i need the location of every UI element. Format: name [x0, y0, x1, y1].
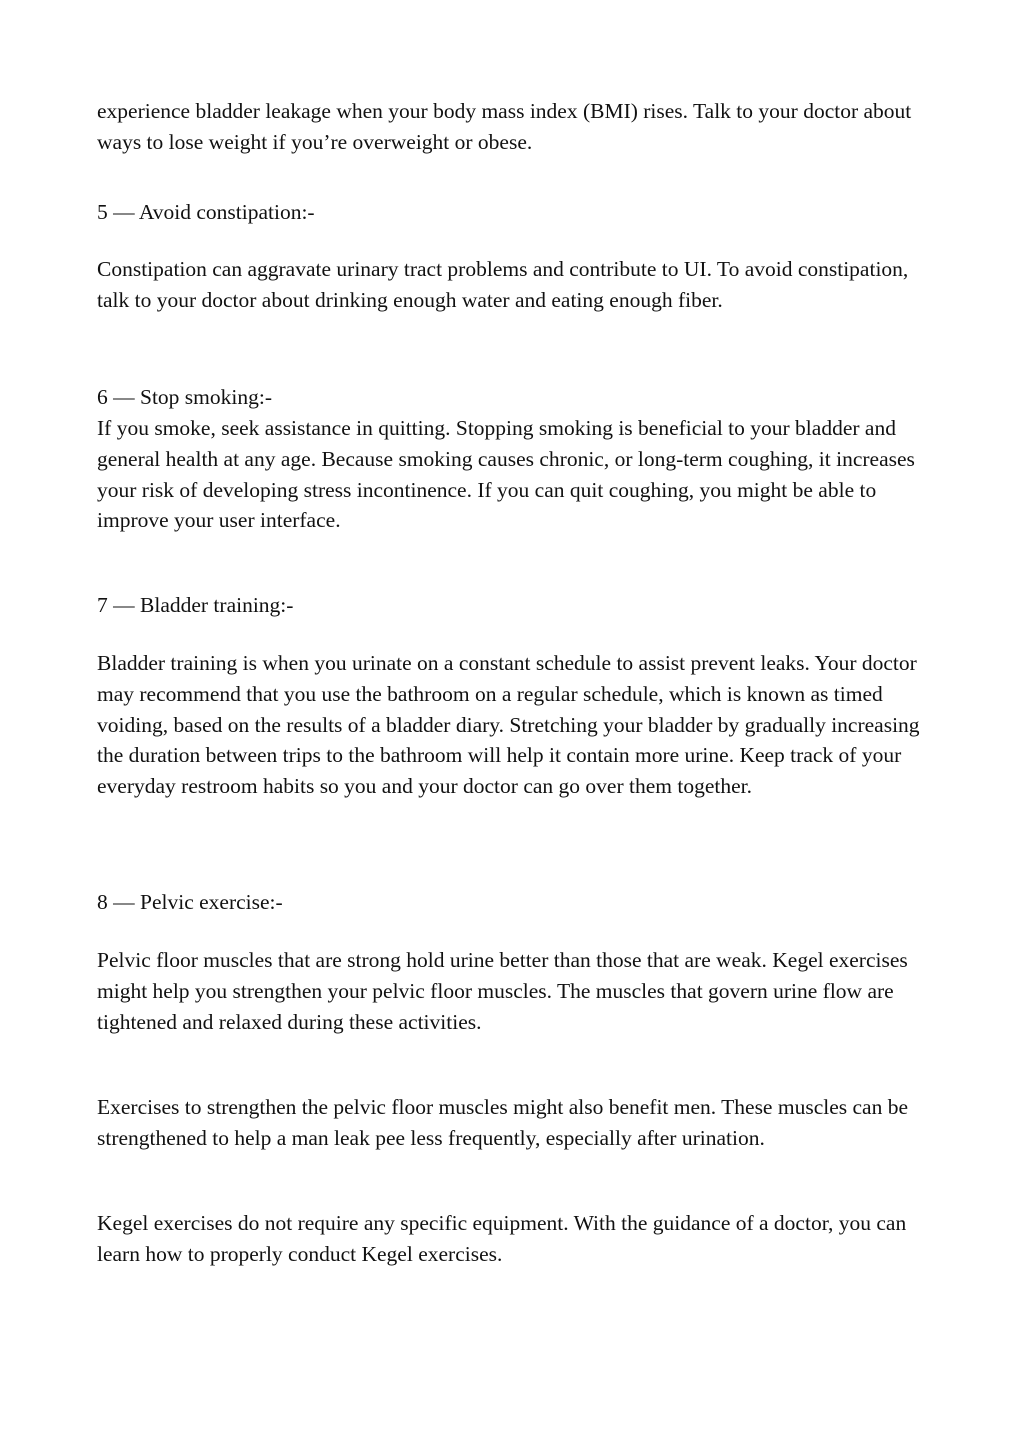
paragraph-avoid-constipation: Constipation can aggravate urinary tract problems and contribute to UI. To avoid constipation, talk to your doctor about drinking enough water and eating enough fiber. — [97, 257, 909, 312]
section-heading-pelvic-exercise: 8 — Pelvic exercise:- — [97, 890, 283, 914]
paragraph-pelvic-exercise-2: Exercises to strengthen the pelvic floor muscles might also benefit men. These muscles can be strengthened to help a man leak pee less frequently, especially after urination. — [97, 1095, 908, 1150]
paragraph-pelvic-exercise-1: Pelvic floor muscles that are strong hold urine better than those that are weak. Kegel exercises might help you strengthen your pelvic floor muscles. The muscles that govern urine flow are tightened and relaxed during these activities. — [97, 948, 908, 1034]
intro-paragraph: experience bladder leakage when your body mass index (BMI) rises. Talk to your doctor about ways to lose weight if you’re overweight or obese. — [97, 99, 912, 154]
paragraph-bladder-training: Bladder training is when you urinate on a constant schedule to assist prevent leaks. Your doctor may recommend that you use the bathroom on a regular schedule, which is known as timed voiding, based on the results of a bladder diary. Stretching your bladder by gradually increasing the duration between trips to the bathroom will help it contain more urine. Keep track of your everyday restroom habits so you and your doctor can go over them together. — [97, 651, 920, 799]
section-heading-stop-smoking: 6 — Stop smoking:- — [97, 385, 273, 409]
section-heading-bladder-training: 7 — Bladder training:- — [97, 593, 294, 617]
paragraph-pelvic-exercise-3: Kegel exercises do not require any specific equipment. With the guidance of a doctor, you can learn how to properly conduct Kegel exercises. — [97, 1211, 907, 1266]
paragraph-stop-smoking: If you smoke, seek assistance in quitting. Stopping smoking is beneficial to your bladder and general health at any age. Because smoking causes chronic, or long-term coughing, it increases your risk of developing stress incontinence. If you can quit coughing, you might be able to improve your user interface. — [97, 416, 915, 533]
section-heading-avoid-constipation: 5 — Avoid constipation:- — [97, 200, 315, 224]
